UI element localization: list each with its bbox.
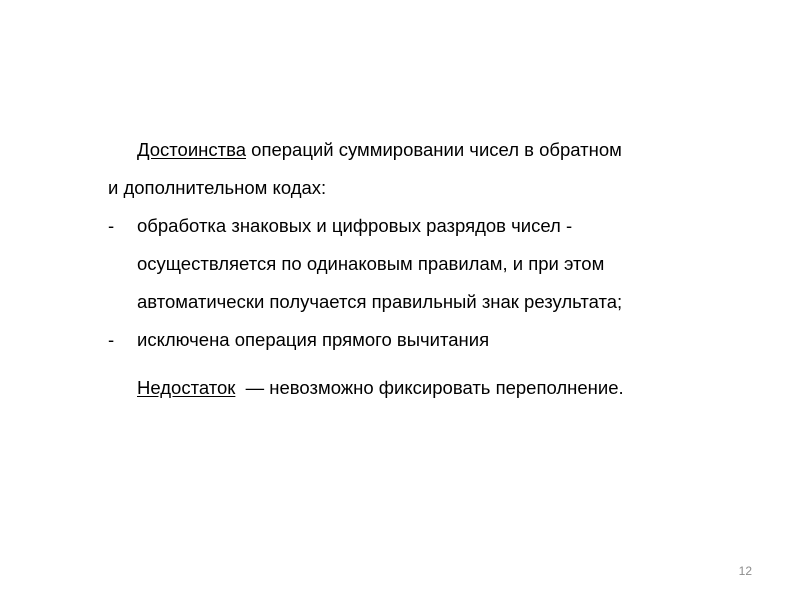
disadvantage-line <box>108 369 748 407</box>
advantages-heading-line-2: и дополнительном кодах: <box>108 177 327 198</box>
slide-body <box>108 131 748 407</box>
list-item-line: автоматически получается правильный знак результата; <box>137 291 623 312</box>
list-item-line: исключена операция прямого вычитания <box>137 329 490 350</box>
advantages-list <box>108 207 748 359</box>
bullet-dash-marker: - <box>108 215 115 236</box>
list-item-line: осуществляется по одинаковым правилам, и при этом <box>137 253 605 274</box>
advantages-term: Достоинства <box>137 139 247 160</box>
disadvantage-text: — невозможно фиксировать переполнение. <box>235 377 624 398</box>
disadvantage-term: Недостаток <box>137 377 236 398</box>
advantages-heading-text: операций суммировании чисел в обратном <box>246 139 622 160</box>
list-item <box>108 207 748 321</box>
list-item-line: обработка знаковых и цифровых разрядов чисел - <box>137 215 573 236</box>
advantages-heading-line <box>108 131 748 169</box>
list-item <box>108 321 748 359</box>
bullet-dash-marker: - <box>108 329 115 350</box>
page-number: 12 <box>738 564 752 578</box>
